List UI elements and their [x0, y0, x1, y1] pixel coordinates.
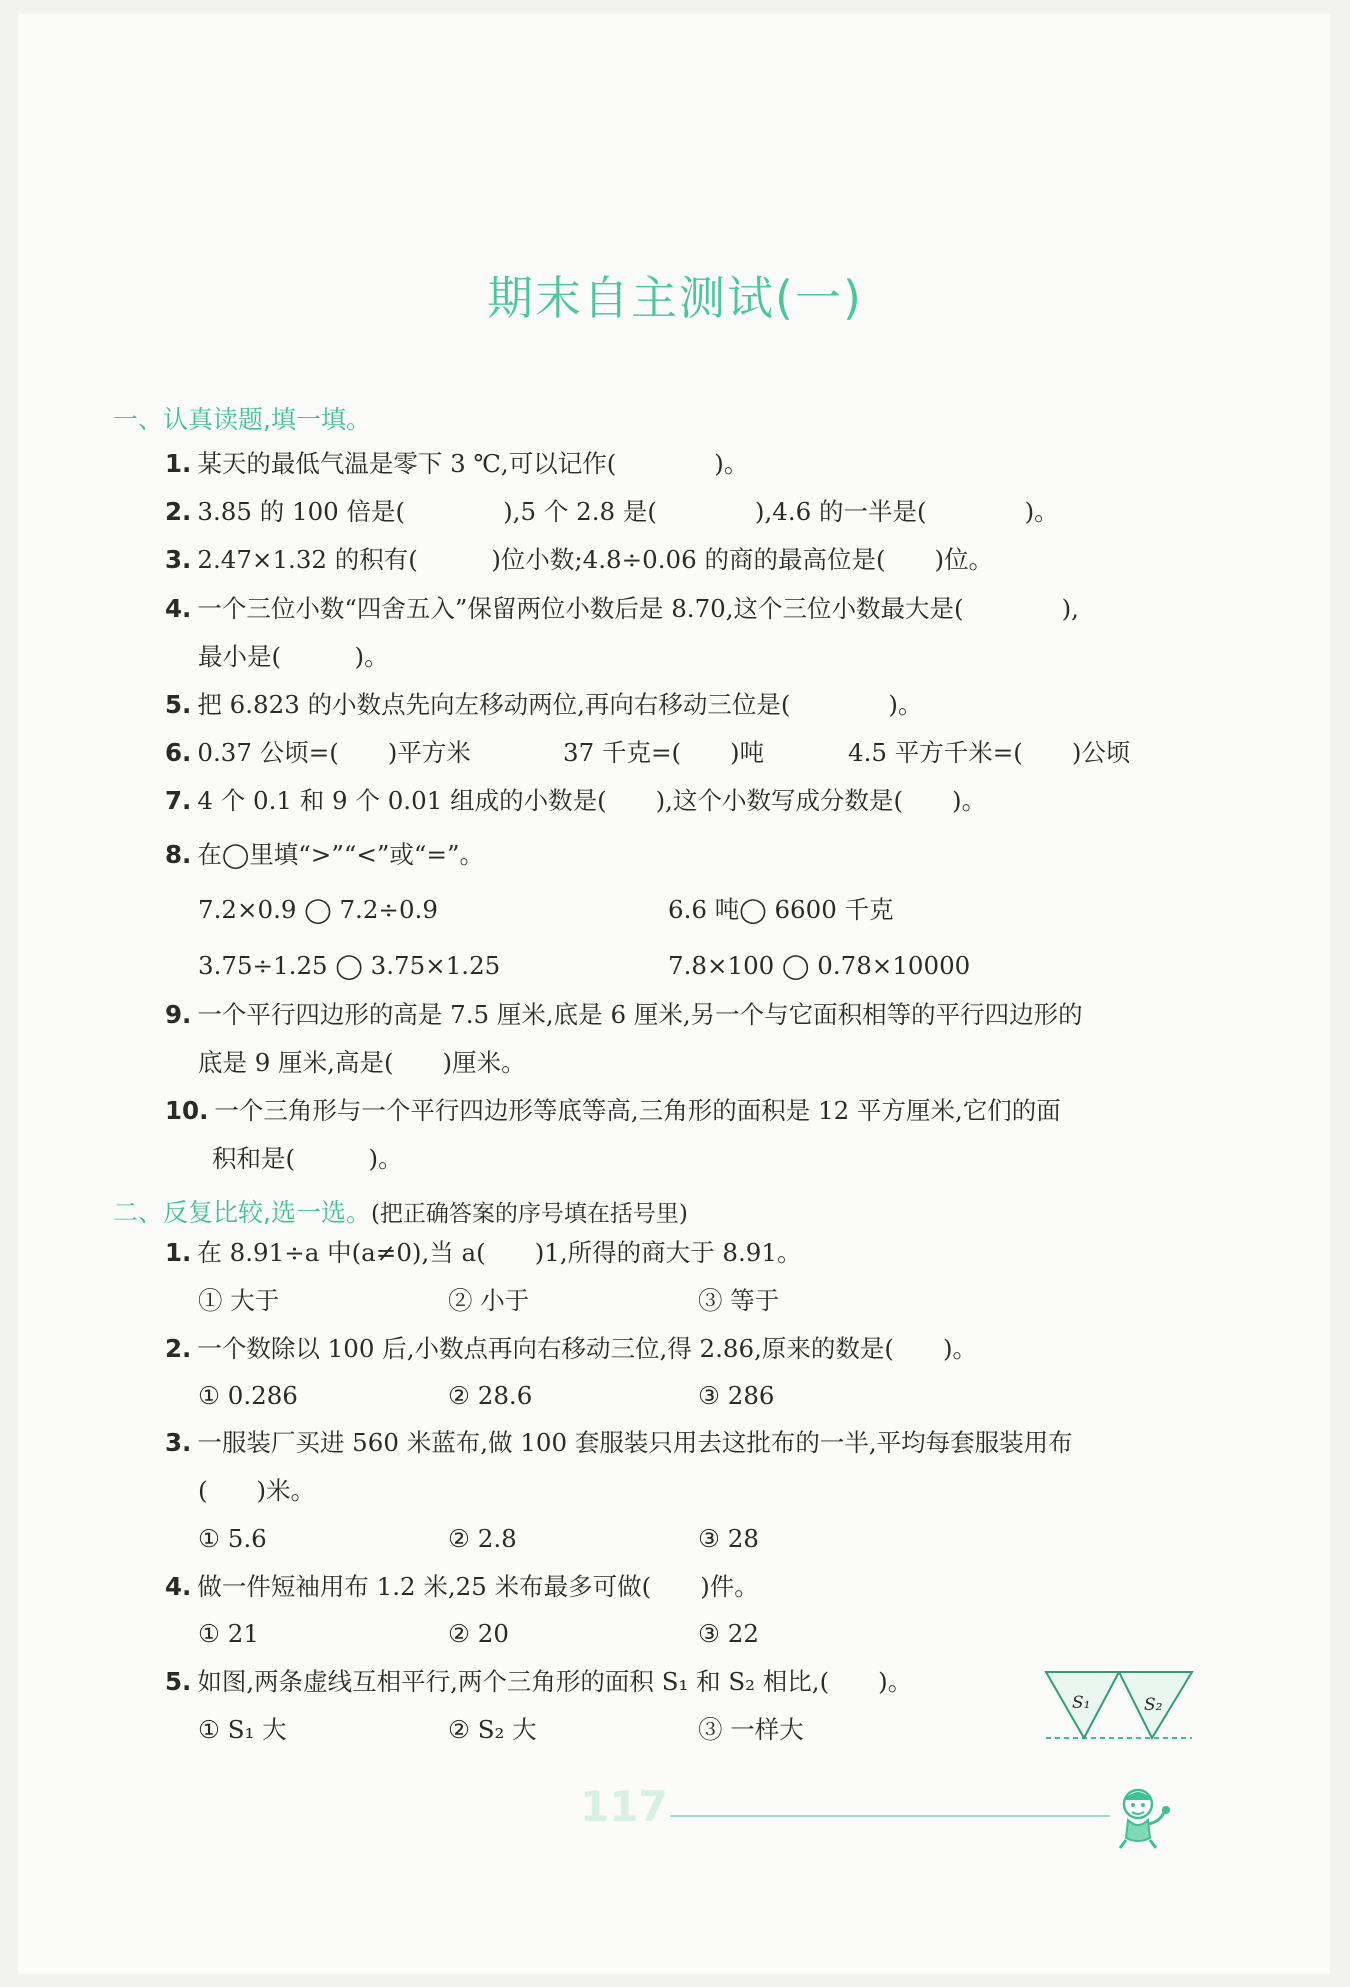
- question-1-4: 4. 一个三位小数“四舍五入”保留两位小数后是 8.70,这个三位小数最大是( ),: [165, 594, 1079, 623]
- option-2-3-c: ③ 28: [698, 1524, 759, 1553]
- page-title: 期末自主测试(一): [487, 271, 863, 325]
- question-2-3: 3. 一服装厂买进 560 米蓝布,做 100 套服装只用去这批布的一半,平均每套服装用布: [165, 1428, 1073, 1457]
- parallel-triangles-figure: [1044, 1666, 1194, 1746]
- page-number: 117: [580, 1782, 668, 1831]
- question-1-6-part-2: 37 千克=( )吨: [563, 738, 765, 767]
- section1-heading: 一、认真读题,填一填。: [113, 405, 371, 434]
- mascot-icon: [1110, 1782, 1180, 1852]
- question-2-3-cont: ( )米。: [198, 1476, 316, 1505]
- option-2-1-c: ③ 等于: [698, 1286, 780, 1315]
- question-2-1: 1. 在 8.91÷a 中(a≠0),当 a( )1,所得的商大于 8.91。: [165, 1238, 802, 1267]
- option-2-4-b: ② 20: [448, 1619, 509, 1648]
- page-footer: [580, 1782, 1200, 1852]
- question-1-5: 5. 把 6.823 的小数点先向左移动两位,再向右移动三位是( )。: [165, 690, 923, 719]
- compare-3: 3.75÷1.25 ◯ 3.75×1.25: [198, 951, 501, 980]
- question-1-3: 3. 2.47×1.32 的积有( )位小数;4.8÷0.06 的商的最高位是( )位。: [165, 545, 994, 574]
- compare-2: 6.6 吨◯ 6600 千克: [668, 895, 894, 924]
- label-s2: S₂: [1144, 1695, 1163, 1715]
- option-2-4-a: ① 21: [198, 1619, 259, 1648]
- question-2-2: 2. 一个数除以 100 后,小数点再向右移动三位,得 2.86,原来的数是( )。: [165, 1334, 978, 1363]
- option-2-3-b: ② 2.8: [448, 1524, 517, 1553]
- compare-1: 7.2×0.9 ◯ 7.2÷0.9: [198, 895, 438, 924]
- option-2-2-b: ② 28.6: [448, 1381, 533, 1410]
- question-1-2: 2. 3.85 的 100 倍是( ),5 个 2.8 是( ),4.6 的一半是( )。: [165, 497, 1059, 526]
- option-2-1-b: ② 小于: [448, 1286, 530, 1315]
- option-2-2-a: ① 0.286: [198, 1381, 298, 1410]
- question-1-9-cont: 底是 9 厘米,高是( )厘米。: [198, 1048, 526, 1077]
- question-1-6: 6. 0.37 公顷=( )平方米: [165, 738, 471, 767]
- question-1-10: 10. 一个三角形与一个平行四边形等底等高,三角形的面积是 12 平方厘米,它们的面: [165, 1096, 1061, 1125]
- option-2-4-c: ③ 22: [698, 1619, 759, 1648]
- section2-heading: 二、反复比较,选一选。(把正确答案的序号填在括号里): [113, 1198, 688, 1227]
- question-1-7: 7. 4 个 0.1 和 9 个 0.01 组成的小数是( ),这个小数写成分数是( )。: [165, 786, 987, 815]
- question-1-9: 9. 一个平行四边形的高是 7.5 厘米,底是 6 厘米,另一个与它面积相等的平行四边形的: [165, 1000, 1083, 1029]
- option-2-5-c: ③ 一样大: [698, 1715, 804, 1744]
- question-2-4: 4. 做一件短袖用布 1.2 米,25 米布最多可做( )件。: [165, 1572, 759, 1601]
- option-2-2-c: ③ 286: [698, 1381, 775, 1410]
- question-1-6-part-3: 4.5 平方千米=( )公顷: [848, 738, 1131, 767]
- label-s1: S₁: [1072, 1693, 1091, 1713]
- question-2-5: 5. 如图,两条虚线互相平行,两个三角形的面积 S₁ 和 S₂ 相比,( )。: [165, 1667, 913, 1696]
- section2-note: (把正确答案的序号填在括号里): [370, 1201, 688, 1227]
- footer-rule: [670, 1815, 1110, 1817]
- option-2-1-a: ① 大于: [198, 1286, 280, 1315]
- question-1-8: 8. 在◯里填“>”“<”或“=”。: [165, 840, 485, 869]
- question-1-1: 1. 某天的最低气温是零下 3 ℃,可以记作( )。: [165, 449, 749, 478]
- compare-4: 7.8×100 ◯ 0.78×10000: [668, 951, 971, 980]
- question-1-10-cont: 积和是( )。: [212, 1144, 403, 1173]
- question-1-4-cont: 最小是( )。: [198, 642, 389, 671]
- option-2-3-a: ① 5.6: [198, 1524, 267, 1553]
- option-2-5-a: ① S₁ 大: [198, 1715, 287, 1744]
- option-2-5-b: ② S₂ 大: [448, 1715, 537, 1744]
